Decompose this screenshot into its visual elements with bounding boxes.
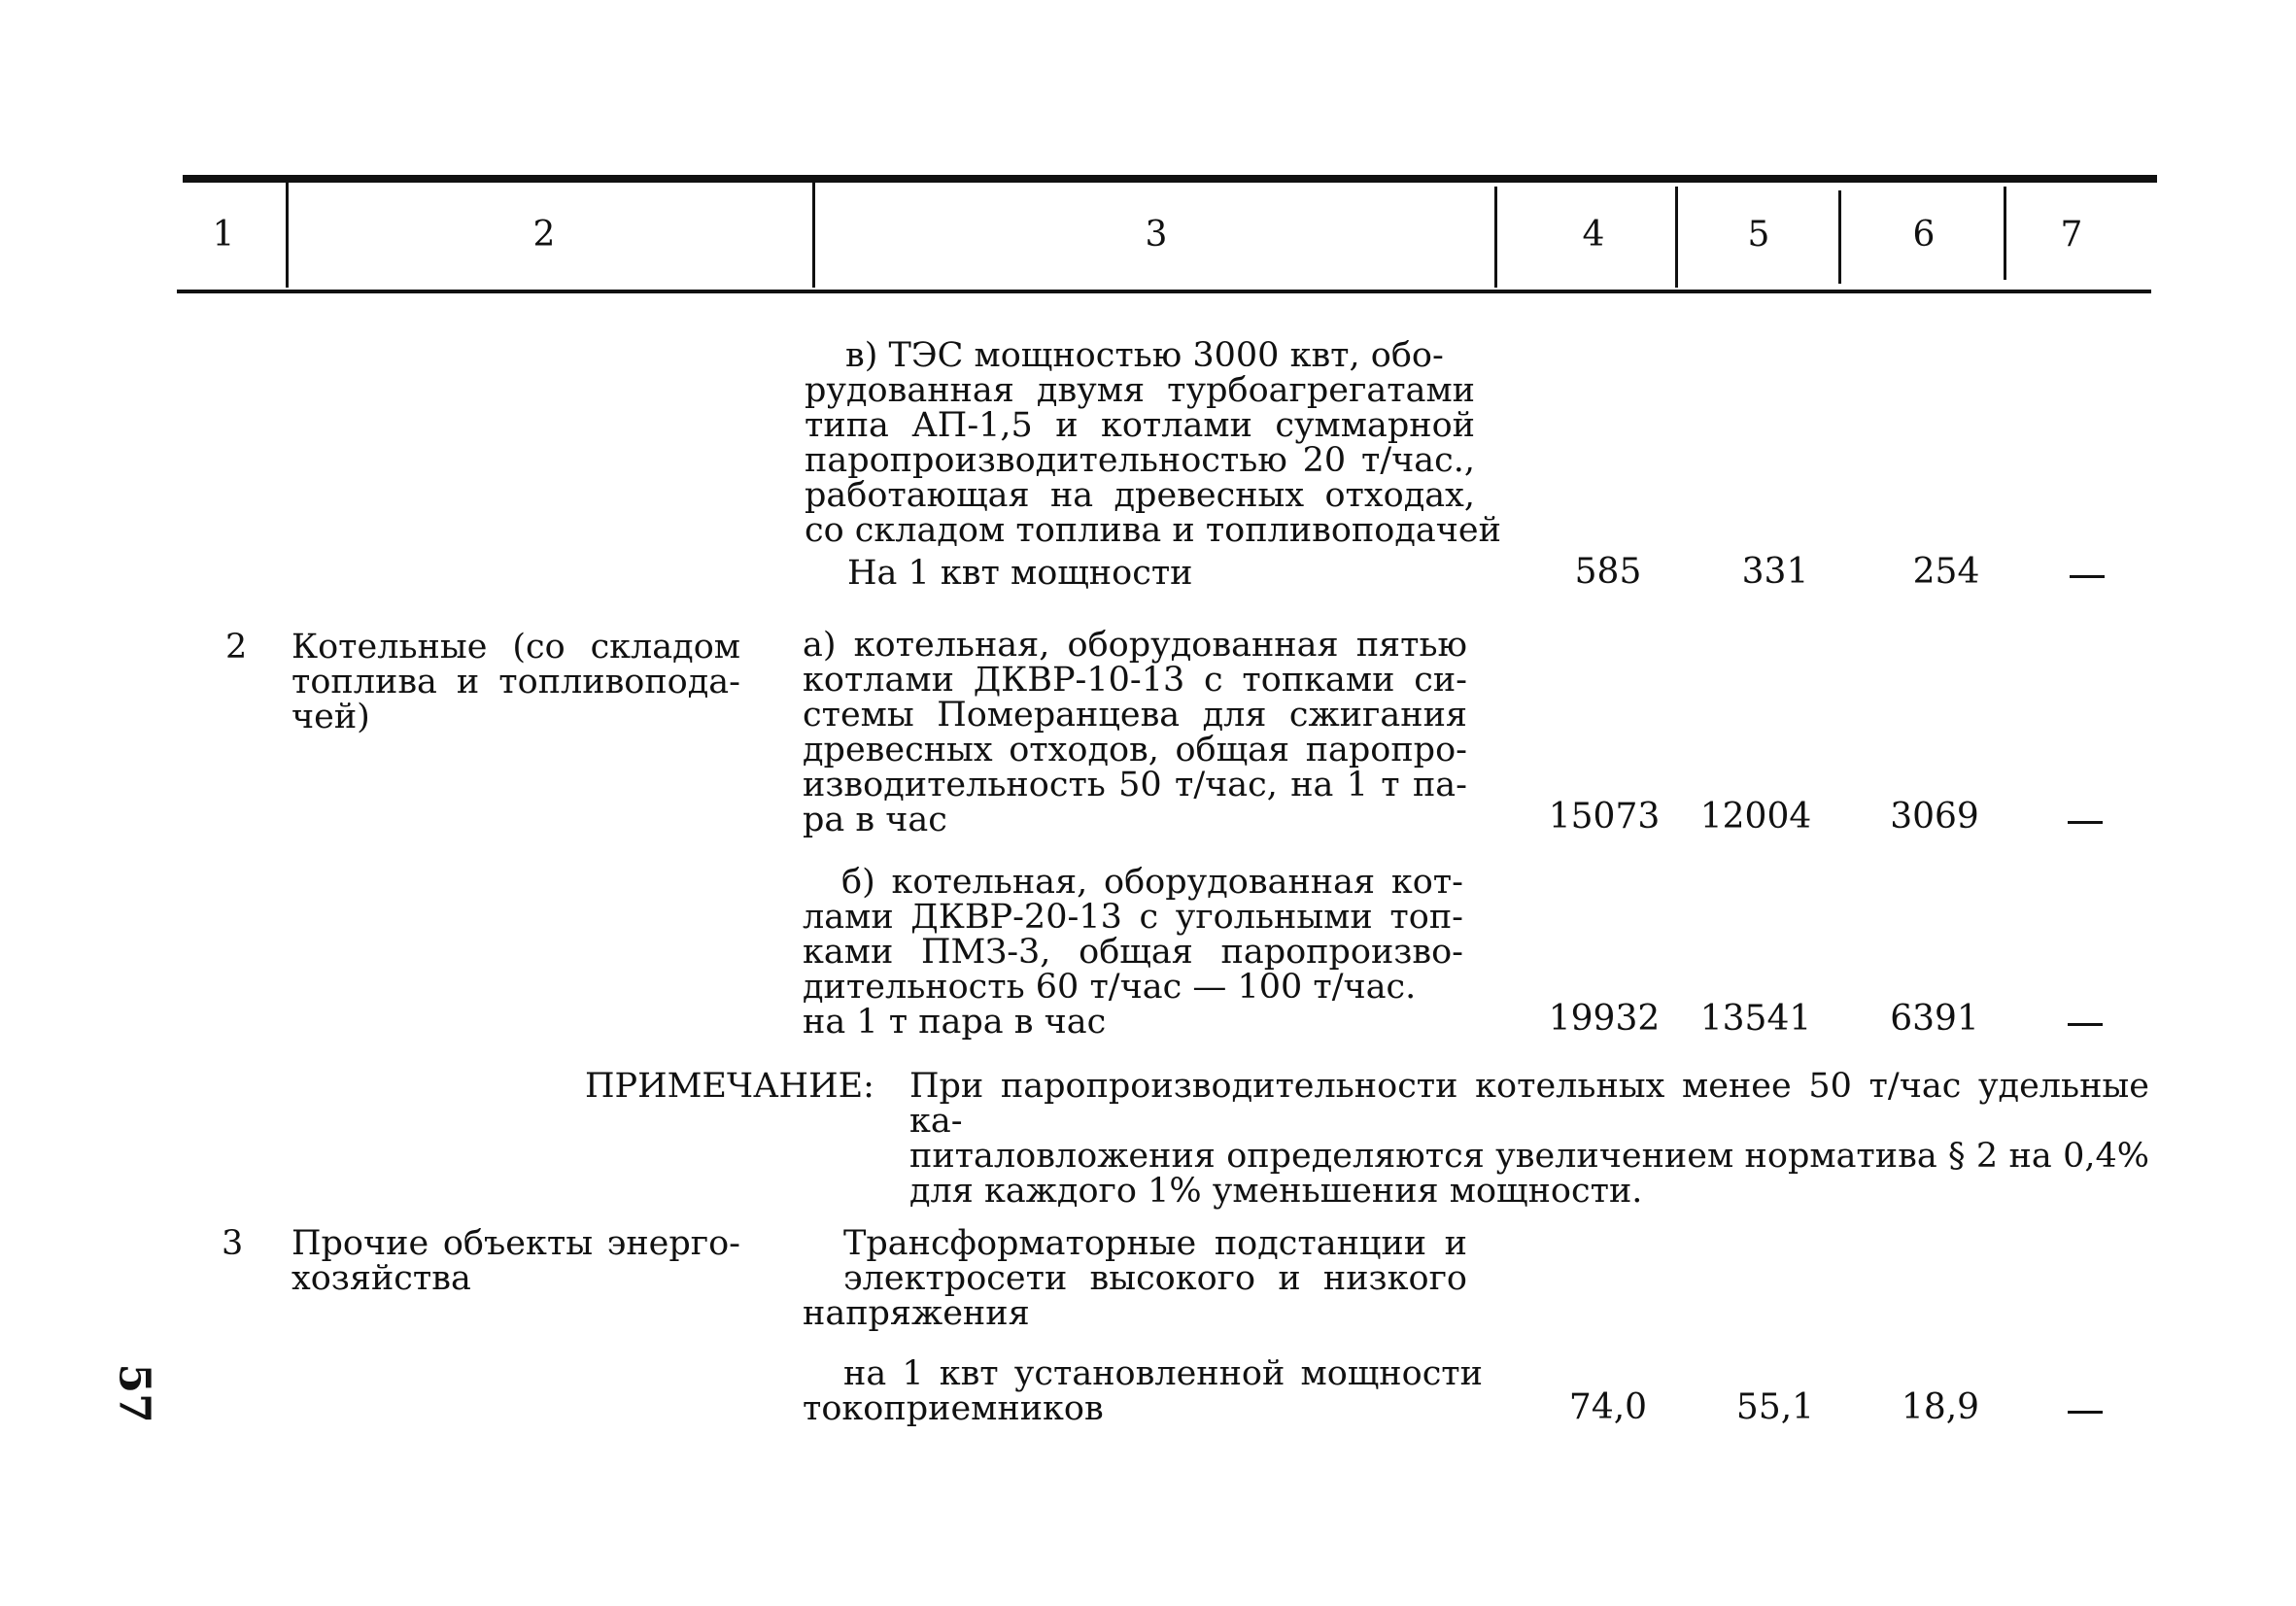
other-description bbox=[803, 1226, 1467, 1331]
tes-unit: На 1 квт мощности bbox=[847, 554, 1193, 593]
other-name bbox=[291, 1226, 740, 1296]
row-number-2: 2 bbox=[225, 628, 248, 666]
boilers-a-col4: 15073 bbox=[1548, 797, 1661, 837]
text-line: При паропроизводительности котельных менее 50 т/час удельные ка- bbox=[909, 1067, 2149, 1141]
text-line: на 1 т пара в час bbox=[803, 1003, 1107, 1042]
text-line: изводительность 50 т/час, на 1 т па- bbox=[803, 766, 1467, 804]
boilers-b-col4: 19932 bbox=[1548, 999, 1661, 1039]
row-number-3: 3 bbox=[222, 1224, 244, 1263]
note-text bbox=[909, 1069, 2149, 1209]
boilers-b-col5: 13541 bbox=[1699, 999, 1812, 1039]
text-line: а) котельная, оборудованная пятью bbox=[803, 626, 1467, 665]
column-header-3: 3 bbox=[1145, 215, 1168, 255]
text-line: типа АП-1,5 и котлами суммарной bbox=[805, 406, 1475, 445]
boilers-a-col7-dash bbox=[2068, 821, 2103, 824]
column-header-6: 6 bbox=[1912, 215, 1936, 255]
column-header-1: 1 bbox=[212, 215, 235, 255]
boilers-a-col5: 12004 bbox=[1699, 797, 1812, 837]
header-separator bbox=[812, 181, 815, 288]
text-line: б) котельная, оборудованная кот- bbox=[841, 863, 1463, 902]
text-line: чей) bbox=[291, 698, 370, 736]
boilers-b-col6: 6391 bbox=[1890, 999, 1979, 1039]
text-line: лами ДКВР-20-13 с угольными топ- bbox=[803, 898, 1463, 937]
text-line: на 1 квт установленной мощности bbox=[843, 1354, 1483, 1393]
text-line: ками ПМЗ-3, общая паропроизво- bbox=[803, 933, 1463, 972]
other-unit bbox=[803, 1356, 1483, 1426]
text-line: Прочие объекты энерго- bbox=[291, 1224, 740, 1263]
boilers-b-col7-dash bbox=[2068, 1023, 2103, 1026]
column-header-7: 7 bbox=[2060, 215, 2083, 255]
other-col7-dash bbox=[2068, 1411, 2103, 1414]
column-header-4: 4 bbox=[1582, 215, 1605, 255]
header-separator bbox=[2004, 187, 2006, 280]
text-line: древесных отходов, общая паропро- bbox=[803, 731, 1467, 769]
text-line: токоприемников bbox=[803, 1389, 1104, 1428]
text-line: электросети высокого и низкого bbox=[843, 1259, 1467, 1298]
text-line: стемы Померанцева для сжигания bbox=[803, 696, 1467, 735]
text-line: Котельные (со складом bbox=[291, 628, 740, 666]
other-col6: 18,9 bbox=[1901, 1387, 1980, 1427]
text-line: ра в час bbox=[803, 801, 947, 839]
table-top-rule bbox=[183, 175, 2157, 183]
page-number: 57 bbox=[109, 1363, 159, 1423]
boilers-a-description bbox=[803, 628, 1467, 837]
other-col5: 55,1 bbox=[1735, 1387, 1815, 1427]
text-line: топлива и топливопода- bbox=[291, 663, 740, 701]
header-separator bbox=[1838, 190, 1841, 284]
boilers-name bbox=[291, 630, 740, 735]
tes-col7-dash bbox=[2070, 575, 2105, 578]
header-separator bbox=[1675, 187, 1678, 288]
header-separator bbox=[1494, 187, 1497, 288]
tes-col5: 331 bbox=[1741, 552, 1809, 592]
header-separator bbox=[286, 181, 289, 288]
text-line: паропроизводительностью 20 т/час., bbox=[805, 441, 1475, 480]
table-header-bottom-rule bbox=[177, 290, 2151, 293]
text-line: рудованная двумя турбоагрегатами bbox=[805, 371, 1475, 410]
column-header-5: 5 bbox=[1747, 215, 1770, 255]
text-line: для каждого 1% уменьшения мощности. bbox=[909, 1172, 1643, 1211]
text-line: в) ТЭС мощностью 3000 квт, обо- bbox=[845, 336, 1444, 375]
text-line: напряжения bbox=[803, 1294, 1030, 1333]
column-header-2: 2 bbox=[532, 215, 556, 255]
text-line: котлами ДКВР-10-13 с топками си- bbox=[803, 661, 1467, 700]
note-label: ПРИМЕЧАНИЕ: bbox=[585, 1067, 874, 1106]
tes-col4: 585 bbox=[1574, 552, 1642, 592]
tes-description bbox=[805, 336, 1501, 550]
boilers-a-col6: 3069 bbox=[1890, 797, 1979, 837]
text-line: со складом топлива и топливоподачей bbox=[805, 511, 1501, 550]
text-line: работающая на древесных отходах, bbox=[805, 476, 1475, 515]
text-line: хозяйства bbox=[291, 1259, 471, 1298]
tes-col6: 254 bbox=[1912, 552, 1980, 592]
text-line: Трансформаторные подстанции и bbox=[843, 1224, 1467, 1263]
other-col4: 74,0 bbox=[1568, 1387, 1648, 1427]
boilers-b-description bbox=[803, 865, 1463, 1040]
text-line: питаловложения определяются увеличением норматива § 2 на 0,4% bbox=[909, 1137, 2149, 1176]
text-line: дительность 60 т/час — 100 т/час. bbox=[803, 968, 1417, 1007]
